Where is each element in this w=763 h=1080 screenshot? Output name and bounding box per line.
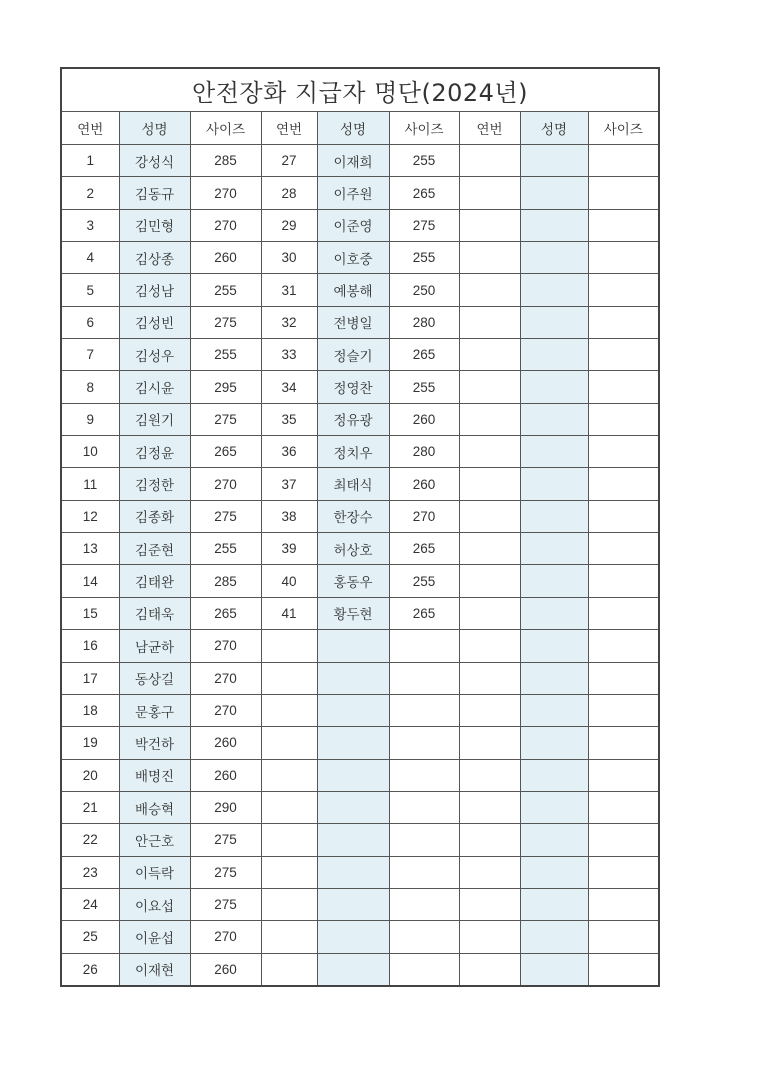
table-row bbox=[61, 306, 659, 338]
cell-no-col2: 41 bbox=[261, 597, 317, 629]
cell-size-col3 bbox=[588, 727, 659, 759]
cell-name-col1: 이요섭 bbox=[119, 888, 190, 920]
cell-name-col3 bbox=[520, 209, 588, 241]
cell-size-col1: 260 bbox=[190, 953, 261, 986]
cell-name-col2 bbox=[317, 921, 389, 953]
cell-no-col1: 26 bbox=[61, 953, 119, 986]
cell-size-col3 bbox=[588, 177, 659, 209]
cell-size-col1: 260 bbox=[190, 242, 261, 274]
cell-name-col3 bbox=[520, 824, 588, 856]
cell-size-col1: 270 bbox=[190, 177, 261, 209]
cell-size-col3 bbox=[588, 209, 659, 241]
cell-name-col2: 황두현 bbox=[317, 597, 389, 629]
cell-size-col3 bbox=[588, 565, 659, 597]
cell-no-col3 bbox=[459, 242, 520, 274]
cell-size-col2: 255 bbox=[389, 371, 459, 403]
cell-name-col3 bbox=[520, 468, 588, 500]
cell-name-col3 bbox=[520, 694, 588, 726]
cell-no-col1: 12 bbox=[61, 500, 119, 532]
header-row bbox=[61, 112, 659, 145]
cell-size-col3 bbox=[588, 662, 659, 694]
cell-size-col1: 275 bbox=[190, 403, 261, 435]
cell-name-col3 bbox=[520, 436, 588, 468]
table-row bbox=[61, 791, 659, 823]
cell-name-col2: 이재희 bbox=[317, 145, 389, 177]
cell-no-col2 bbox=[261, 630, 317, 662]
cell-size-col2: 270 bbox=[389, 500, 459, 532]
cell-name-col2: 이주원 bbox=[317, 177, 389, 209]
cell-size-col3 bbox=[588, 468, 659, 500]
cell-size-col2: 260 bbox=[389, 403, 459, 435]
table-row bbox=[61, 145, 659, 177]
cell-name-col2: 전병일 bbox=[317, 306, 389, 338]
cell-no-col2: 29 bbox=[261, 209, 317, 241]
cell-name-col2: 정슬기 bbox=[317, 339, 389, 371]
cell-size-col1: 295 bbox=[190, 371, 261, 403]
cell-no-col3 bbox=[459, 209, 520, 241]
cell-size-col3 bbox=[588, 371, 659, 403]
table-row bbox=[61, 339, 659, 371]
cell-size-col1: 270 bbox=[190, 630, 261, 662]
cell-no-col1: 21 bbox=[61, 791, 119, 823]
cell-no-col2 bbox=[261, 791, 317, 823]
table-row bbox=[61, 533, 659, 565]
cell-name-col3 bbox=[520, 791, 588, 823]
header-name-2: 성명 bbox=[317, 112, 389, 145]
cell-no-col2: 37 bbox=[261, 468, 317, 500]
cell-no-col3 bbox=[459, 177, 520, 209]
table-row bbox=[61, 468, 659, 500]
cell-size-col2 bbox=[389, 759, 459, 791]
cell-name-col2: 이호중 bbox=[317, 242, 389, 274]
cell-name-col3 bbox=[520, 371, 588, 403]
header-size-3: 사이즈 bbox=[588, 112, 659, 145]
cell-name-col2: 최태식 bbox=[317, 468, 389, 500]
cell-name-col1: 김준현 bbox=[119, 533, 190, 565]
cell-size-col2 bbox=[389, 856, 459, 888]
cell-name-col2: 예봉해 bbox=[317, 274, 389, 306]
cell-size-col2 bbox=[389, 791, 459, 823]
cell-name-col2 bbox=[317, 727, 389, 759]
cell-size-col2 bbox=[389, 662, 459, 694]
cell-size-col1: 255 bbox=[190, 274, 261, 306]
cell-name-col2: 정영찬 bbox=[317, 371, 389, 403]
cell-no-col1: 14 bbox=[61, 565, 119, 597]
cell-name-col1: 김정한 bbox=[119, 468, 190, 500]
cell-size-col2: 265 bbox=[389, 597, 459, 629]
cell-size-col1: 255 bbox=[190, 533, 261, 565]
roster-body bbox=[61, 145, 659, 986]
cell-name-col2 bbox=[317, 694, 389, 726]
cell-no-col3 bbox=[459, 306, 520, 338]
cell-name-col1: 김민형 bbox=[119, 209, 190, 241]
cell-no-col1: 13 bbox=[61, 533, 119, 565]
cell-size-col2 bbox=[389, 727, 459, 759]
table-row bbox=[61, 824, 659, 856]
cell-name-col1: 김태완 bbox=[119, 565, 190, 597]
cell-size-col3 bbox=[588, 694, 659, 726]
cell-no-col1: 22 bbox=[61, 824, 119, 856]
cell-name-col2: 정유광 bbox=[317, 403, 389, 435]
cell-no-col1: 4 bbox=[61, 242, 119, 274]
table-row bbox=[61, 242, 659, 274]
cell-size-col3 bbox=[588, 953, 659, 986]
cell-name-col1: 김성우 bbox=[119, 339, 190, 371]
cell-size-col3 bbox=[588, 436, 659, 468]
cell-name-col2 bbox=[317, 630, 389, 662]
cell-size-col1: 285 bbox=[190, 565, 261, 597]
cell-name-col1: 김종화 bbox=[119, 500, 190, 532]
cell-no-col3 bbox=[459, 500, 520, 532]
cell-no-col2: 32 bbox=[261, 306, 317, 338]
cell-no-col2: 38 bbox=[261, 500, 317, 532]
cell-name-col1: 김원기 bbox=[119, 403, 190, 435]
cell-size-col2: 255 bbox=[389, 565, 459, 597]
cell-name-col3 bbox=[520, 888, 588, 920]
cell-no-col1: 7 bbox=[61, 339, 119, 371]
cell-no-col1: 1 bbox=[61, 145, 119, 177]
cell-no-col2 bbox=[261, 921, 317, 953]
cell-no-col1: 11 bbox=[61, 468, 119, 500]
cell-no-col1: 10 bbox=[61, 436, 119, 468]
cell-size-col1: 260 bbox=[190, 727, 261, 759]
cell-size-col1: 270 bbox=[190, 468, 261, 500]
cell-no-col1: 8 bbox=[61, 371, 119, 403]
cell-size-col2: 265 bbox=[389, 339, 459, 371]
cell-name-col3 bbox=[520, 177, 588, 209]
cell-size-col3 bbox=[588, 759, 659, 791]
cell-size-col1: 290 bbox=[190, 791, 261, 823]
cell-no-col2 bbox=[261, 953, 317, 986]
cell-no-col3 bbox=[459, 371, 520, 403]
cell-size-col3 bbox=[588, 533, 659, 565]
cell-no-col2: 40 bbox=[261, 565, 317, 597]
cell-no-col3 bbox=[459, 468, 520, 500]
cell-size-col3 bbox=[588, 597, 659, 629]
table-row bbox=[61, 274, 659, 306]
cell-no-col3 bbox=[459, 436, 520, 468]
table-row bbox=[61, 888, 659, 920]
cell-size-col1: 270 bbox=[190, 209, 261, 241]
cell-no-col2: 33 bbox=[261, 339, 317, 371]
cell-name-col3 bbox=[520, 274, 588, 306]
cell-name-col1: 김동규 bbox=[119, 177, 190, 209]
cell-no-col1: 2 bbox=[61, 177, 119, 209]
cell-size-col3 bbox=[588, 500, 659, 532]
cell-size-col2: 265 bbox=[389, 177, 459, 209]
cell-name-col3 bbox=[520, 242, 588, 274]
cell-no-col1: 24 bbox=[61, 888, 119, 920]
cell-no-col2 bbox=[261, 856, 317, 888]
cell-size-col2: 255 bbox=[389, 145, 459, 177]
cell-size-col2: 280 bbox=[389, 436, 459, 468]
cell-no-col1: 23 bbox=[61, 856, 119, 888]
cell-no-col3 bbox=[459, 630, 520, 662]
cell-name-col1: 문홍구 bbox=[119, 694, 190, 726]
cell-name-col2 bbox=[317, 856, 389, 888]
cell-no-col2 bbox=[261, 727, 317, 759]
cell-size-col3 bbox=[588, 242, 659, 274]
cell-no-col2: 39 bbox=[261, 533, 317, 565]
cell-no-col2: 28 bbox=[261, 177, 317, 209]
cell-no-col3 bbox=[459, 953, 520, 986]
cell-no-col1: 25 bbox=[61, 921, 119, 953]
cell-no-col2: 30 bbox=[261, 242, 317, 274]
cell-no-col3 bbox=[459, 145, 520, 177]
header-size-2: 사이즈 bbox=[389, 112, 459, 145]
cell-no-col1: 6 bbox=[61, 306, 119, 338]
cell-name-col3 bbox=[520, 727, 588, 759]
cell-size-col3 bbox=[588, 145, 659, 177]
table-row bbox=[61, 953, 659, 986]
cell-no-col2 bbox=[261, 694, 317, 726]
cell-size-col3 bbox=[588, 274, 659, 306]
cell-no-col3 bbox=[459, 274, 520, 306]
cell-name-col1: 김정윤 bbox=[119, 436, 190, 468]
safety-boots-roster-table bbox=[60, 67, 660, 987]
cell-no-col3 bbox=[459, 339, 520, 371]
table-row bbox=[61, 727, 659, 759]
cell-size-col1: 270 bbox=[190, 662, 261, 694]
cell-size-col2 bbox=[389, 824, 459, 856]
cell-name-col1: 김태욱 bbox=[119, 597, 190, 629]
cell-no-col2: 34 bbox=[261, 371, 317, 403]
cell-no-col3 bbox=[459, 759, 520, 791]
table-row bbox=[61, 500, 659, 532]
header-no-3: 연번 bbox=[459, 112, 520, 145]
cell-name-col2: 허상호 bbox=[317, 533, 389, 565]
cell-name-col3 bbox=[520, 856, 588, 888]
header-size-1: 사이즈 bbox=[190, 112, 261, 145]
cell-size-col1: 265 bbox=[190, 597, 261, 629]
cell-no-col3 bbox=[459, 565, 520, 597]
cell-name-col1: 김상종 bbox=[119, 242, 190, 274]
cell-no-col1: 3 bbox=[61, 209, 119, 241]
cell-size-col3 bbox=[588, 791, 659, 823]
cell-size-col1: 275 bbox=[190, 824, 261, 856]
cell-name-col1: 동상길 bbox=[119, 662, 190, 694]
cell-no-col2: 31 bbox=[261, 274, 317, 306]
cell-size-col2 bbox=[389, 921, 459, 953]
cell-no-col2: 27 bbox=[261, 145, 317, 177]
cell-name-col3 bbox=[520, 759, 588, 791]
cell-size-col2: 280 bbox=[389, 306, 459, 338]
table-row bbox=[61, 177, 659, 209]
cell-name-col2 bbox=[317, 824, 389, 856]
table-row bbox=[61, 759, 659, 791]
cell-name-col3 bbox=[520, 597, 588, 629]
cell-name-col3 bbox=[520, 339, 588, 371]
cell-no-col2 bbox=[261, 824, 317, 856]
cell-no-col3 bbox=[459, 597, 520, 629]
cell-no-col1: 9 bbox=[61, 403, 119, 435]
cell-name-col3 bbox=[520, 533, 588, 565]
cell-name-col1: 이윤섭 bbox=[119, 921, 190, 953]
table-row bbox=[61, 436, 659, 468]
table-row bbox=[61, 921, 659, 953]
cell-size-col1: 285 bbox=[190, 145, 261, 177]
cell-size-col2: 250 bbox=[389, 274, 459, 306]
cell-name-col3 bbox=[520, 565, 588, 597]
cell-no-col3 bbox=[459, 824, 520, 856]
cell-no-col3 bbox=[459, 533, 520, 565]
cell-size-col3 bbox=[588, 921, 659, 953]
table-row bbox=[61, 371, 659, 403]
cell-name-col1: 안근호 bbox=[119, 824, 190, 856]
cell-size-col1: 275 bbox=[190, 500, 261, 532]
cell-no-col3 bbox=[459, 921, 520, 953]
cell-no-col3 bbox=[459, 888, 520, 920]
cell-name-col1: 배명진 bbox=[119, 759, 190, 791]
cell-name-col3 bbox=[520, 145, 588, 177]
cell-no-col3 bbox=[459, 403, 520, 435]
cell-no-col3 bbox=[459, 727, 520, 759]
header-no-1: 연번 bbox=[61, 112, 119, 145]
table-row bbox=[61, 694, 659, 726]
cell-name-col1: 이재현 bbox=[119, 953, 190, 986]
table-row bbox=[61, 403, 659, 435]
cell-no-col1: 5 bbox=[61, 274, 119, 306]
cell-name-col2: 이준영 bbox=[317, 209, 389, 241]
cell-name-col1: 이득락 bbox=[119, 856, 190, 888]
cell-name-col2 bbox=[317, 953, 389, 986]
cell-no-col3 bbox=[459, 856, 520, 888]
cell-size-col2 bbox=[389, 953, 459, 986]
cell-name-col2 bbox=[317, 662, 389, 694]
cell-no-col1: 17 bbox=[61, 662, 119, 694]
cell-no-col1: 18 bbox=[61, 694, 119, 726]
cell-size-col2: 265 bbox=[389, 533, 459, 565]
cell-name-col3 bbox=[520, 403, 588, 435]
header-name-3: 성명 bbox=[520, 112, 588, 145]
cell-size-col1: 260 bbox=[190, 759, 261, 791]
cell-size-col2 bbox=[389, 888, 459, 920]
cell-name-col2: 정치우 bbox=[317, 436, 389, 468]
cell-size-col2: 255 bbox=[389, 242, 459, 274]
cell-size-col1: 265 bbox=[190, 436, 261, 468]
cell-size-col1: 270 bbox=[190, 921, 261, 953]
cell-name-col1: 김성남 bbox=[119, 274, 190, 306]
cell-name-col3 bbox=[520, 662, 588, 694]
document-title: 안전장화 지급자 명단(2024년) bbox=[61, 68, 659, 112]
cell-size-col1: 270 bbox=[190, 694, 261, 726]
cell-name-col2 bbox=[317, 791, 389, 823]
cell-size-col3 bbox=[588, 888, 659, 920]
cell-name-col1: 강성식 bbox=[119, 145, 190, 177]
header-name-1: 성명 bbox=[119, 112, 190, 145]
cell-size-col3 bbox=[588, 824, 659, 856]
cell-name-col2 bbox=[317, 888, 389, 920]
cell-name-col1: 남균하 bbox=[119, 630, 190, 662]
cell-no-col3 bbox=[459, 662, 520, 694]
cell-size-col3 bbox=[588, 403, 659, 435]
cell-no-col1: 16 bbox=[61, 630, 119, 662]
cell-name-col2 bbox=[317, 759, 389, 791]
table-row bbox=[61, 856, 659, 888]
cell-name-col2: 홍동우 bbox=[317, 565, 389, 597]
cell-size-col2: 260 bbox=[389, 468, 459, 500]
cell-no-col1: 20 bbox=[61, 759, 119, 791]
cell-name-col3 bbox=[520, 500, 588, 532]
cell-no-col2 bbox=[261, 662, 317, 694]
cell-size-col1: 255 bbox=[190, 339, 261, 371]
cell-no-col2: 35 bbox=[261, 403, 317, 435]
cell-size-col2 bbox=[389, 630, 459, 662]
cell-size-col1: 275 bbox=[190, 306, 261, 338]
cell-size-col1: 275 bbox=[190, 856, 261, 888]
cell-name-col3 bbox=[520, 921, 588, 953]
cell-size-col2 bbox=[389, 694, 459, 726]
cell-size-col3 bbox=[588, 856, 659, 888]
cell-name-col1: 김시윤 bbox=[119, 371, 190, 403]
cell-no-col2 bbox=[261, 759, 317, 791]
cell-no-col2: 36 bbox=[261, 436, 317, 468]
header-no-2: 연번 bbox=[261, 112, 317, 145]
table-row bbox=[61, 630, 659, 662]
cell-no-col1: 15 bbox=[61, 597, 119, 629]
table-row bbox=[61, 597, 659, 629]
cell-size-col3 bbox=[588, 630, 659, 662]
cell-size-col2: 275 bbox=[389, 209, 459, 241]
cell-name-col1: 김성빈 bbox=[119, 306, 190, 338]
cell-name-col1: 배승혁 bbox=[119, 791, 190, 823]
cell-name-col2: 한장수 bbox=[317, 500, 389, 532]
table-row bbox=[61, 565, 659, 597]
cell-no-col2 bbox=[261, 888, 317, 920]
cell-name-col3 bbox=[520, 306, 588, 338]
cell-name-col3 bbox=[520, 953, 588, 986]
cell-size-col3 bbox=[588, 339, 659, 371]
cell-no-col1: 19 bbox=[61, 727, 119, 759]
table-row bbox=[61, 209, 659, 241]
cell-size-col1: 275 bbox=[190, 888, 261, 920]
cell-name-col3 bbox=[520, 630, 588, 662]
cell-name-col1: 박건하 bbox=[119, 727, 190, 759]
cell-no-col3 bbox=[459, 694, 520, 726]
cell-size-col3 bbox=[588, 306, 659, 338]
cell-no-col3 bbox=[459, 791, 520, 823]
table-row bbox=[61, 662, 659, 694]
